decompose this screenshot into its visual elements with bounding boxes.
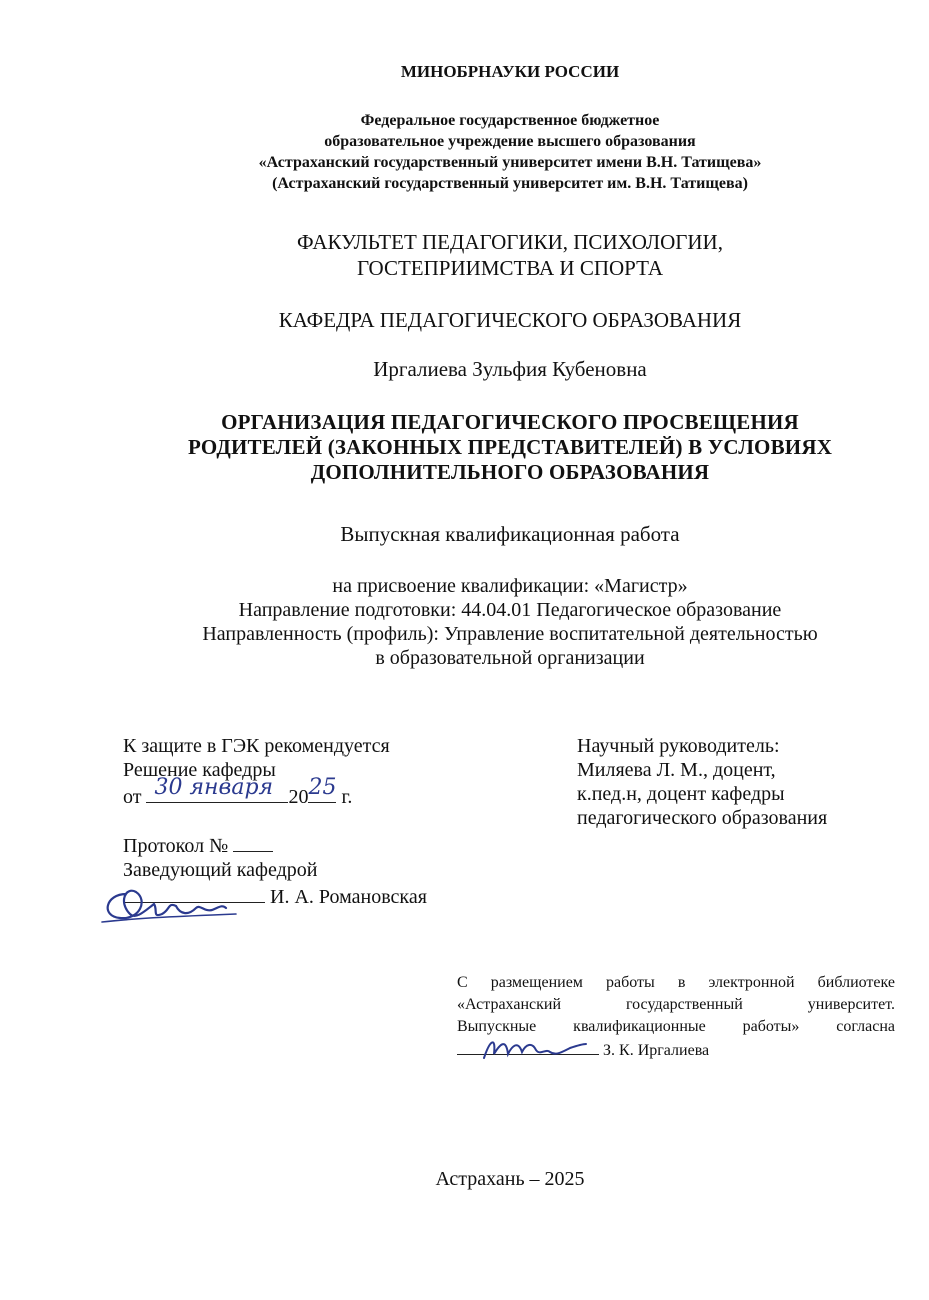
thesis-title-line: ОРГАНИЗАЦИЯ ПЕДАГОГИЧЕСКОГО ПРОСВЕЩЕНИЯ: [221, 410, 799, 434]
consent-signer: З. К. Иргалиева: [603, 1042, 710, 1059]
institution-line: образовательное учреждение высшего образования: [324, 133, 696, 150]
supervisor-line: Миляева Л. М., доцент,: [577, 759, 776, 781]
protocol-label: Протокол №: [123, 835, 229, 857]
department-decision: Решение кафедры: [123, 759, 276, 781]
faculty-block: [60, 229, 929, 281]
date-prefix: от: [123, 786, 142, 808]
institution-line: Федеральное государственное бюджетное: [360, 112, 660, 129]
supervisor-block: [577, 734, 897, 830]
institution-line: (Астраханский государственный университет им. В.Н. Татищева): [272, 175, 748, 192]
handwritten-year: 25: [308, 775, 337, 800]
institution-line: «Астраханский государственный университет имени В.Н. Татищева»: [258, 154, 762, 171]
supervisor-label: Научный руководитель:: [577, 735, 780, 757]
year-underline: [308, 775, 337, 803]
handwritten-date: 30 января: [154, 775, 274, 800]
department-name: КАФЕДРА ПЕДАГОГИЧЕСКОГО ОБРАЗОВАНИЯ: [278, 308, 742, 332]
thesis-title: [60, 410, 929, 485]
date-underline: [146, 775, 288, 803]
supervisor-line: к.пед.н, доцент кафедры: [577, 783, 785, 805]
protocol-underline: [233, 831, 273, 852]
thesis-title-line: РОДИТЕЛЕЙ (ЗАКОННЫХ ПРЕДСТАВИТЕЛЕЙ) В УСЛОВИЯХ: [187, 435, 833, 459]
head-label: Заведующий кафедрой: [123, 859, 318, 881]
library-consent-line: «Астраханский государственный университет.: [457, 996, 895, 1013]
year-suffix: г.: [341, 786, 353, 808]
year-prefix: 20: [288, 786, 309, 808]
institution-block: [60, 110, 929, 194]
qualification-block: [60, 574, 929, 670]
author-signature-icon: [470, 1030, 590, 1066]
qualification-line: на присвоение квалификации: «Магистр»: [332, 575, 688, 597]
qualification-line: в образовательной организации: [375, 647, 645, 669]
faculty-line: ФАКУЛЬТЕТ ПЕДАГОГИКИ, ПСИХОЛОГИИ,: [297, 230, 723, 254]
supervisor-line: педагогического образования: [577, 807, 828, 829]
head-signature-icon: [96, 880, 246, 930]
faculty-line: ГОСТЕПРИИМСТВА И СПОРТА: [356, 256, 664, 280]
author-name: Иргалиева Зульфия Кубеновна: [373, 357, 647, 381]
library-consent-line: С размещением работы в электронной библиотеке: [457, 974, 895, 991]
qualification-line: Направленность (профиль): Управление воспитательной деятельностью: [202, 623, 818, 645]
head-name: И. А. Романовская: [270, 886, 427, 908]
work-type: Выпускная квалификационная работа: [340, 522, 680, 546]
protocol-row: [123, 831, 523, 858]
city-year: Астрахань – 2025: [435, 1168, 585, 1190]
thesis-title-line: ДОПОЛНИТЕЛЬНОГО ОБРАЗОВАНИЯ: [310, 460, 710, 484]
defense-recommend: К защите в ГЭК рекомендуется: [123, 735, 390, 757]
ministry-name: МИНОБРНАУКИ РОССИИ: [400, 62, 620, 81]
qualification-line: Направление подготовки: 44.04.01 Педагогическое образование: [238, 599, 782, 621]
decision-date-row: [123, 775, 523, 809]
library-consent-line: Выпускные квалификационные работы» согласна: [457, 1018, 895, 1035]
